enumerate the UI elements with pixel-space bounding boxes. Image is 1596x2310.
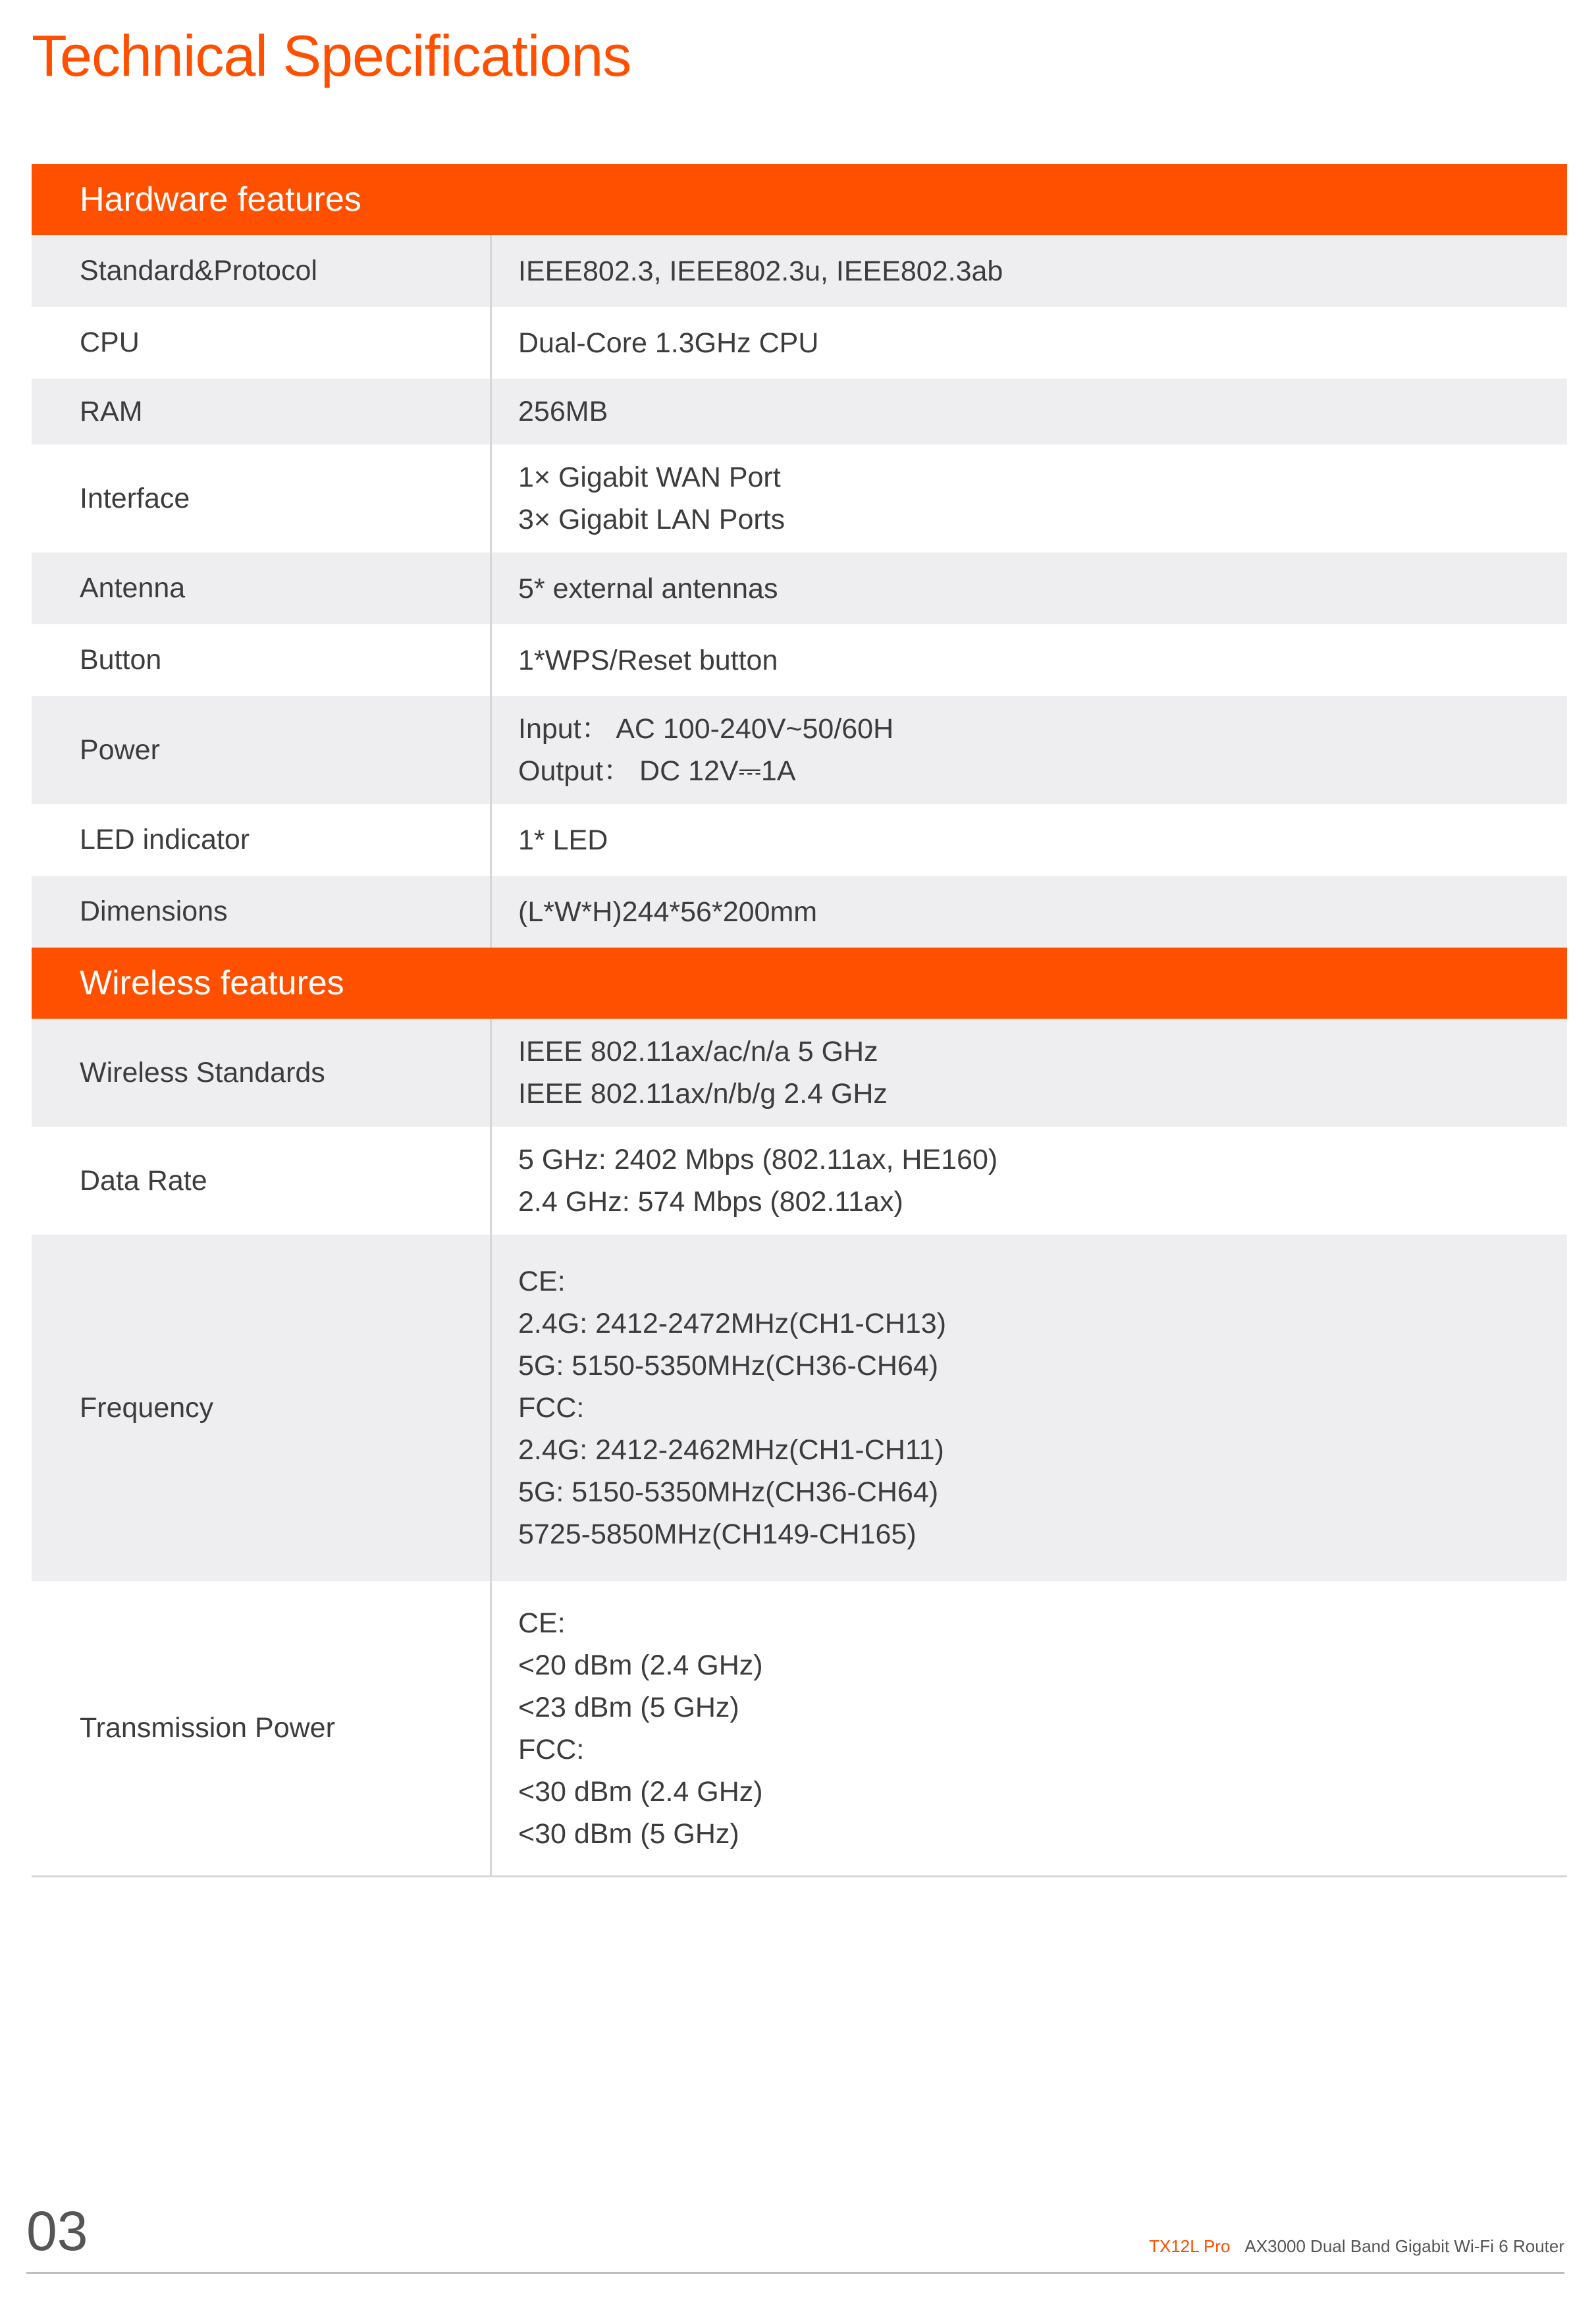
spec-row-led-indicator [32,804,1567,876]
spec-value: 5* external antennas [518,572,778,604]
footer-model: TX12L Pro [1149,2236,1231,2256]
spec-row-data-rate [32,1127,1567,1235]
spec-value: IEEE802.3, IEEE802.3u, IEEE802.3ab [518,255,1003,287]
spec-value: CE: 2.4G: 2412-2472MHz(CH1-CH13) 5G: 5150-5350MHz(CH36-CH64) FCC: 2.4G: 2412-2462MHz(CH1-CH11) 5G: 5150-5350MHz(CH36-CH64) 5725-5850MHz(CH149-CH165) [518,1266,947,1550]
spec-row-frequency [32,1235,1567,1581]
spec-row-transmission-power [32,1581,1567,1875]
spec-row-antenna [32,552,1567,624]
spec-row-button [32,624,1567,696]
spec-row-ram [32,379,1567,444]
spec-value: 256MB [518,396,608,427]
spec-row-dimensions [32,876,1567,948]
footer-info [1149,2236,1564,2257]
spec-row-wireless-standards [32,1019,1567,1127]
spec-label: Standard&Protocol [32,235,492,307]
spec-row-cpu [32,307,1567,379]
spec-label: Power [32,696,492,804]
spec-label: RAM [32,379,492,444]
section-header-wireless: Wireless features [32,948,1567,1019]
spec-label: Transmission Power [32,1581,492,1875]
table-bottom-rule [32,1875,1567,1877]
spec-label: CPU [32,307,492,379]
spec-value: (L*W*H)244*56*200mm [518,896,818,928]
footer-product: AX3000 Dual Band Gigabit Wi-Fi 6 Router [1244,2236,1564,2256]
spec-value: IEEE 802.11ax/ac/n/a 5 GHz IEEE 802.11ax/n/b/g 2.4 GHz [518,1036,888,1110]
spec-row-standard-protocol [32,235,1567,307]
spec-label: Antenna [32,552,492,624]
spec-value: CE: <20 dBm (2.4 GHz) <23 dBm (5 GHz) FCC: <30 dBm (2.4 GHz) <30 dBm (5 GHz) [518,1607,763,1850]
spec-value: Dual-Core 1.3GHz CPU [518,327,819,359]
spec-label: Interface [32,444,492,552]
footer-divider [26,2272,1564,2274]
page-number: 03 [26,2200,88,2262]
spec-label: Wireless Standards [32,1019,492,1127]
page-title: Technical Specifications [32,23,631,88]
spec-label: Frequency [32,1235,492,1581]
spec-label: Dimensions [32,876,492,948]
spec-value: 1× Gigabit WAN Port 3× Gigabit LAN Ports [518,462,785,535]
spec-value: 1* LED [518,824,608,856]
spec-label: LED indicator [32,804,492,876]
spec-row-interface [32,444,1567,552]
spec-row-power [32,696,1567,804]
spec-value: Input： AC 100-240V~50/60H Output： DC 12V⎓1A [518,713,894,787]
spec-table [32,164,1567,1877]
section-header-hardware: Hardware features [32,164,1567,235]
spec-value: 1*WPS/Reset button [518,644,778,676]
spec-label: Data Rate [32,1127,492,1235]
spec-value: 5 GHz: 2402 Mbps (802.11ax, HE160) 2.4 GHz: 574 Mbps (802.11ax) [518,1144,998,1218]
spec-label: Button [32,624,492,696]
